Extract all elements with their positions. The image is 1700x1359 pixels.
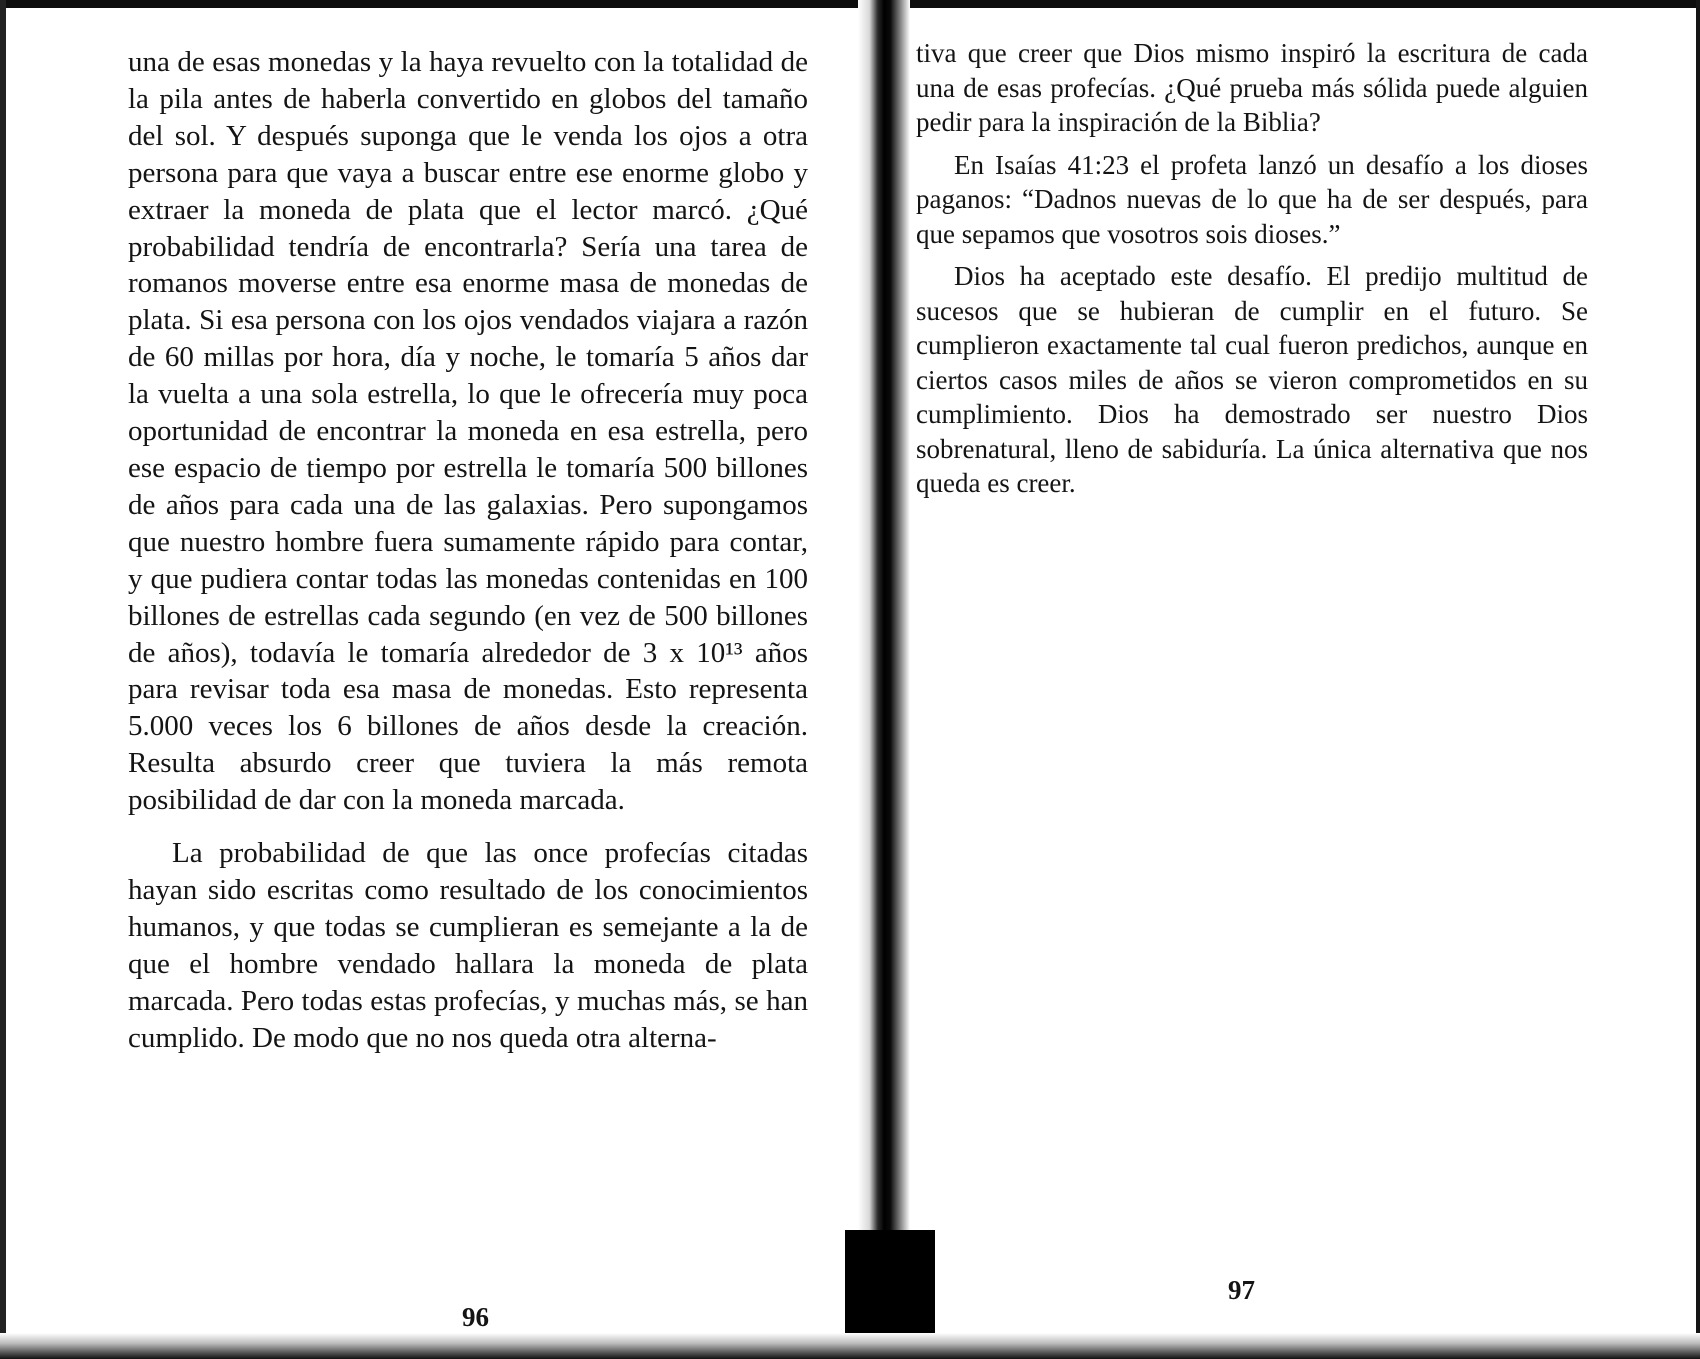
left-page-number: 96	[462, 1302, 489, 1332]
scan-bottom-edge	[0, 1333, 1700, 1359]
left-paragraph-2: La probabilidad de que las once profecías citadas hayan sido escritas como resultado de los conocimientos humanos, y que todas se cumplieran es semejante a la de que el hombre vendado hallara la moneda de plata marcada. Pero todas estas profecías, y muchas más, se han cumplido. De modo que no nos queda otra alterna-	[128, 837, 808, 1054]
right-page-number: 97	[1228, 1275, 1255, 1305]
right-page-text	[916, 36, 1588, 501]
left-paragraph-1: una de esas monedas y la haya revuelto con la totalidad de la pila antes de haberla convertido en globos del tamaño del sol. Y después suponga que le venda los ojos a otra persona para que vaya a buscar entre ese enorme globo y extraer la moneda de plata que el lector marcó. ¿Qué probabilidad tendría de encontrarla? Sería una tarea de romanos moverse entre esa enorme masa de monedas de plata. Si esa persona con los ojos vendados viajara a razón de 60 millas por hora, día y noche, le tomaría 5 años dar la vuelta a una sola estrella, lo que le ofrecería muy poca oportunidad de encontrar la moneda en esa estrella, pero ese espacio de tiempo por estrella le tomaría 500 billones de años para cada una de las galaxias. Pero supongamos que nuestro hombre fuera sumamente rápido para contar, y que pudiera contar todas las monedas contenidas en 100 billones de estrellas cada segundo (en vez de 500 billones de años), todavía le tomaría alrededor de 3 x 10¹³ años para revisar toda esa masa de monedas. Esto representa 5.000 veces los 6 billones de años desde la creación. Resulta absurdo creer que tuviera la más remota posibilidad de dar con la moneda marcada.	[128, 46, 808, 817]
scan-top-edge	[0, 0, 1700, 8]
right-paragraph-2: En Isaías 41:23 el profeta lanzó un desafío a los dioses paganos: “Dadnos nuevas de lo que ha de ser después, para que sepamos que vosotros sois dioses.”	[916, 149, 1588, 249]
scan-right-edge	[1696, 0, 1700, 1359]
scan-left-edge	[0, 0, 6, 1359]
book-gutter	[858, 0, 910, 1359]
left-page-text	[128, 44, 808, 1056]
right-paragraph-1: tiva que creer que Dios mismo inspiró la escritura de cada una de esas profecías. ¿Qué prueba más sólida puede alguien pedir para la inspiración de la Biblia?	[916, 38, 1588, 137]
right-paragraph-3: Dios ha aceptado este desafío. El predijo multitud de sucesos que se hubieran de cumplir en el futuro. Se cumplieron exactamente tal cual fueron predichos, aunque en ciertos casos miles de años se vieron comprometidos en su cumplimiento. Dios ha demostrado ser nuestro Dios sobrenatural, lleno de sabiduría. La única alternativa que nos queda es creer.	[916, 261, 1588, 498]
